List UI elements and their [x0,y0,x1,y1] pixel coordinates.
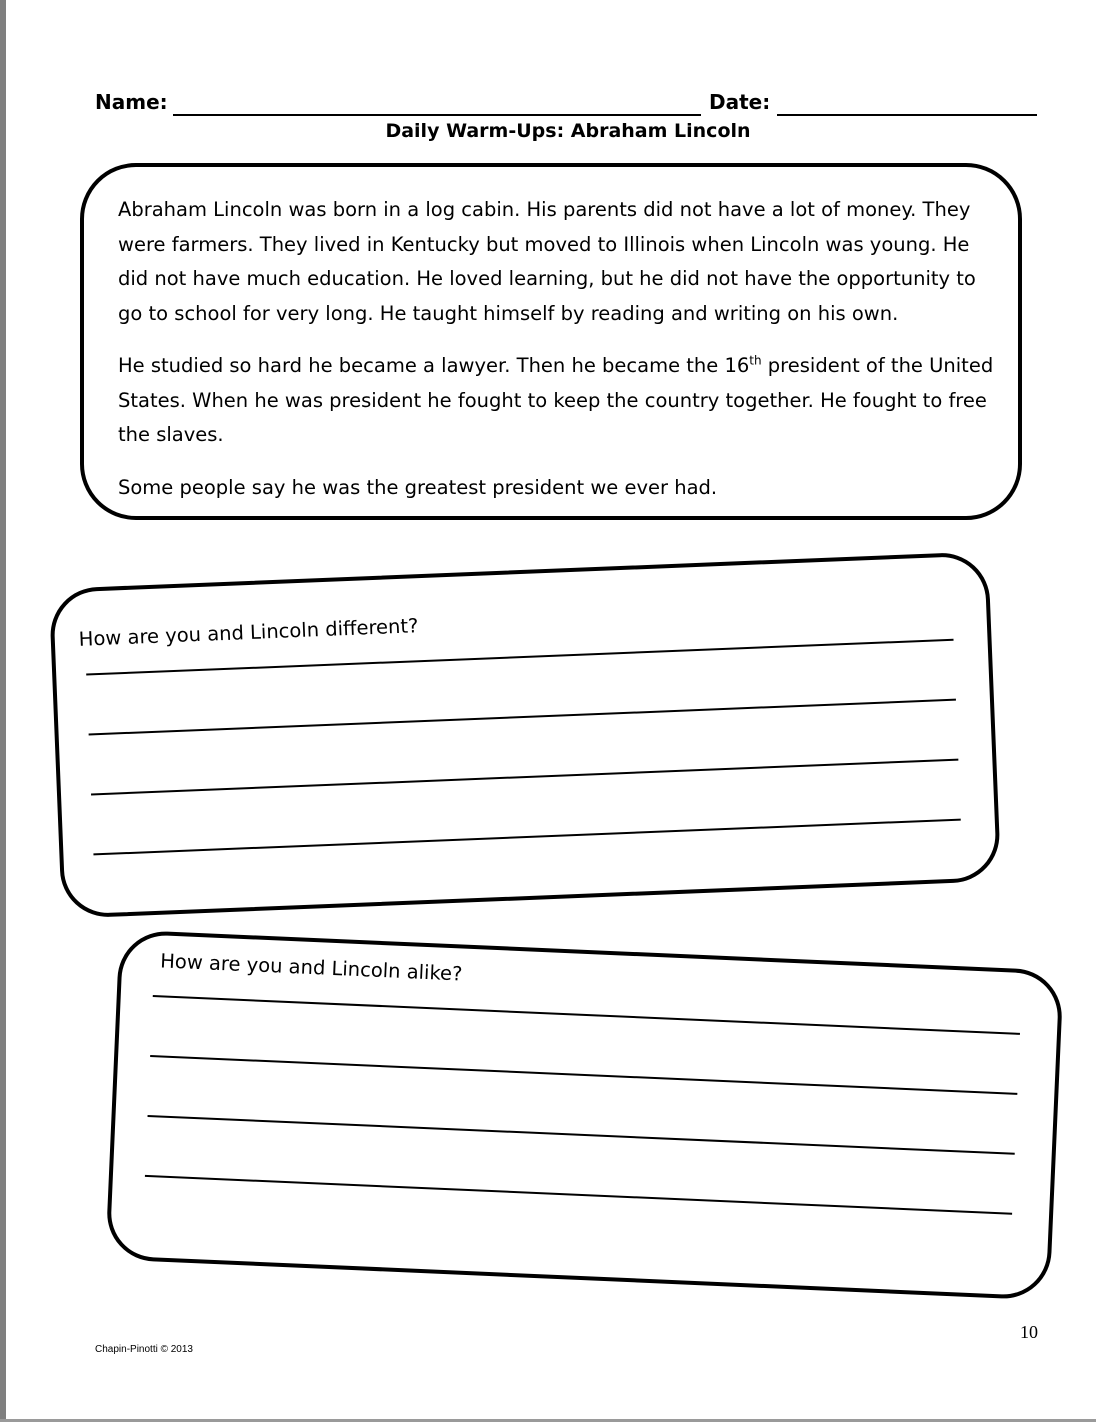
answer-line[interactable] [91,759,958,796]
story-paragraph-2-start: He studied so hard he became a lawyer. Then he became the 16 [118,354,750,377]
story-paragraph-2 [118,349,998,453]
page-number: 10 [1020,1322,1038,1342]
story-paragraph-3: Some people say he was the greatest president we ever had. [118,475,718,499]
header-row [95,88,1040,120]
question-different-label: How are you and Lincoln different? [78,614,419,651]
question-box-different [49,551,1001,918]
answer-line[interactable] [93,819,960,856]
question-alike-label: How are you and Lincoln alike? [159,949,463,986]
date-label: Date: [709,90,771,114]
story-box [80,163,1022,520]
answer-line[interactable] [147,1115,1014,1155]
name-blank-line[interactable] [173,114,701,116]
copyright-notice: Chapin-Pinotti © 2013 [95,1344,193,1355]
ordinal-suffix: th [749,353,762,368]
story-text [118,193,998,523]
worksheet-title: Daily Warm-Ups: Abraham Lincoln [385,120,751,142]
answer-line[interactable] [153,995,1020,1035]
story-paragraph-1: Abraham Lincoln was born in a log cabin. His parents did not have a lot of money. They were farmers. They lived in Kentucky but moved to Illinois when Lincoln was young. He did not have much education. He loved learning, but he did not have the opportunity to go to school for very long. He taught himself by reading and writing on his own. [118,198,976,325]
question-box-alike [105,930,1063,1301]
answer-line[interactable] [145,1175,1012,1215]
story-paragraph-2-end: president of the United States. When he was president he fought to keep the country together. He fought to free the slaves. [118,354,994,446]
answer-line[interactable] [150,1055,1017,1095]
answer-line[interactable] [89,699,956,736]
date-blank-line[interactable] [777,114,1037,116]
page-left-border [0,0,6,1422]
name-label: Name: [95,90,168,114]
